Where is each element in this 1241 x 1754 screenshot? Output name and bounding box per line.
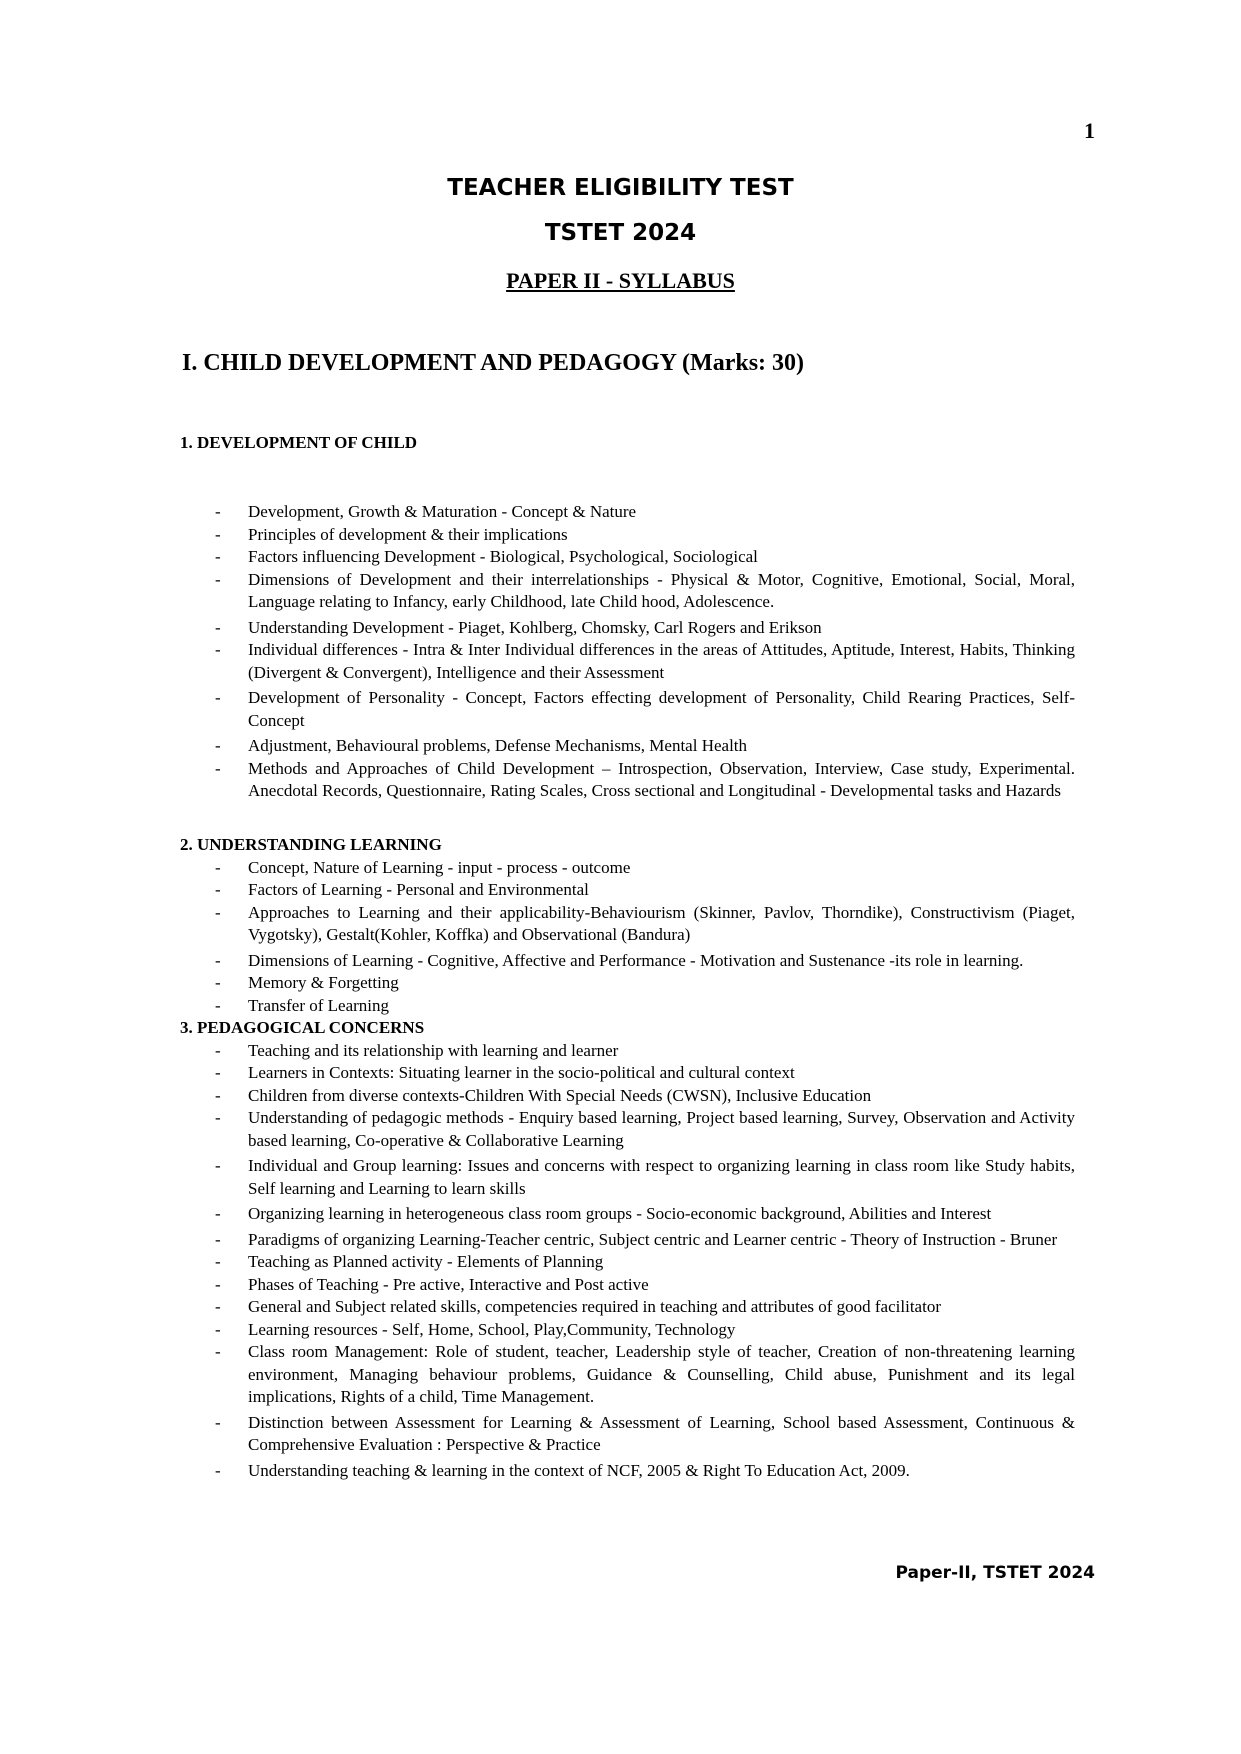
- list-item: - Individual and Group learning: Issues and concerns with respect to organizing learning in class room like Study habits, Self learning and Learning to learn skills: [215, 1156, 1075, 1198]
- dash-bullet: -: [215, 995, 221, 1015]
- section-1-list: [180, 501, 1075, 803]
- dash-bullet: -: [215, 950, 221, 970]
- dash-bullet: -: [215, 1319, 221, 1339]
- dash-bullet: -: [215, 902, 221, 922]
- dash-bullet: -: [215, 1412, 221, 1432]
- list-item: - General and Subject related skills, competencies required in teaching and attributes of good facilitator: [180, 1296, 1075, 1319]
- sections-2-3: [180, 834, 1075, 1482]
- dash-bullet: -: [215, 502, 221, 521]
- dash-bullet: -: [215, 1229, 221, 1249]
- dash-bullet: -: [215, 1156, 221, 1175]
- section-heading: 3. PEDAGOGICAL CONCERNS: [180, 1018, 425, 1037]
- exam-name: TSTET 2024: [544, 220, 697, 246]
- list-item: - Learners in Contexts: Situating learner in the socio-political and cultural context: [180, 1062, 1075, 1085]
- dash-bullet: -: [215, 617, 221, 637]
- section-1: [180, 432, 1075, 455]
- document-title: TEACHER ELIGIBILITY TEST: [447, 175, 794, 201]
- dash-bullet: -: [215, 1040, 221, 1060]
- dash-bullet: -: [215, 973, 221, 992]
- list-item: - Phases of Teaching - Pre active, Interactive and Post active: [180, 1274, 1075, 1297]
- list-item: - Understanding Development - Piaget, Kohlberg, Chomsky, Carl Rogers and Erikson: [180, 617, 1075, 640]
- list-item: - Factors of Learning - Personal and Environmental: [180, 879, 1075, 902]
- dash-bullet: -: [215, 547, 221, 566]
- dash-bullet: -: [215, 569, 221, 589]
- list-item: - Concept, Nature of Learning - input - process - outcome: [180, 857, 1075, 880]
- dash-bullet: -: [215, 758, 221, 778]
- list-item: - Adjustment, Behavioural problems, Defense Mechanisms, Mental Health: [180, 735, 1075, 758]
- dash-bullet: -: [215, 1063, 221, 1082]
- item-list: [180, 1040, 1075, 1483]
- list-item: - Children from diverse contexts-Children With Special Needs (CWSN), Inclusive Education: [180, 1085, 1075, 1108]
- list-item: - Approaches to Learning and their applicability-Behaviourism (Skinner, Pavlov, Thorndike), Constructivism (Piaget, Vygotsky), Gestalt(Kohler, Koffka) and Observational (Bandura): [215, 902, 1075, 944]
- list-item: - Understanding teaching & learning in the context of NCF, 2005 & Right To Education Act, 2009.: [180, 1460, 1075, 1483]
- dash-bullet: -: [215, 736, 221, 755]
- list-item: - Development, Growth & Maturation - Concept & Nature: [180, 501, 1075, 524]
- dash-bullet: -: [215, 1297, 221, 1316]
- dash-bullet: -: [215, 1274, 221, 1294]
- list-item: - Teaching and its relationship with learning and learner: [180, 1040, 1075, 1063]
- dash-bullet: -: [215, 1108, 221, 1127]
- list-item: - Learning resources - Self, Home, School, Play,Community, Technology: [180, 1319, 1075, 1342]
- list-item: - Methods and Approaches of Child Development – Introspection, Observation, Interview, Case study, Experimental. Anecdotal Records, Questionnaire, Rating Scales, Cross sectional and Longitudinal - Developmental tasks and Hazards: [215, 758, 1075, 800]
- dash-bullet: -: [215, 1085, 221, 1105]
- item-list: [180, 501, 1075, 803]
- dash-bullet: -: [215, 1342, 221, 1361]
- dash-bullet: -: [215, 1252, 221, 1271]
- list-item: - Transfer of Learning: [180, 995, 1075, 1018]
- list-item: - Development of Personality - Concept, Factors effecting development of Personality, Child Rearing Practices, Self-Concept: [215, 688, 1075, 730]
- list-item: - Organizing learning in heterogeneous class room groups - Socio-economic background, Abilities and Interest: [180, 1203, 1075, 1226]
- dash-bullet: -: [215, 640, 221, 659]
- dash-bullet: -: [215, 524, 221, 544]
- list-item: - Paradigms of organizing Learning-Teacher centric, Subject centric and Learner centric - Theory of Instruction - Bruner: [180, 1229, 1075, 1252]
- page-number: 1: [1084, 118, 1095, 143]
- list-item: - Principles of development & their implications: [180, 524, 1075, 547]
- paper-syllabus-heading: PAPER II - SYLLABUS: [506, 268, 735, 293]
- list-item: - Dimensions of Development and their interrelationships - Physical & Motor, Cognitive, Emotional, Social, Moral, Language relating to Infancy, early Childhood, late Child hood, Adolescence.: [215, 569, 1075, 611]
- list-item: - Individual differences - Intra & Inter Individual differences in the areas of Attitudes, Aptitude, Interest, Habits, Thinking (Divergent & Convergent), Intelligence and their Assessment: [215, 640, 1075, 682]
- item-list: [180, 857, 1075, 1018]
- list-item: - Class room Management: Role of student, teacher, Leadership style of teacher, Creation of non-threatening learning environment, Managing behaviour problems, Guidance & Counselling, Child abuse, Punishment and its legal implications, Rights of a child, Time Management.: [215, 1342, 1075, 1406]
- list-item: - Teaching as Planned activity - Elements of Planning: [180, 1251, 1075, 1274]
- list-item: - Factors influencing Development - Biological, Psychological, Sociological: [180, 546, 1075, 569]
- part-heading: I. CHILD DEVELOPMENT AND PEDAGOGY (Marks: 30): [182, 350, 805, 376]
- dash-bullet: -: [215, 688, 221, 707]
- list-item: - Distinction between Assessment for Learning & Assessment of Learning, School based Assessment, Continuous & Comprehensive Evaluation : Perspective & Practice: [215, 1412, 1075, 1454]
- dash-bullet: -: [215, 1460, 221, 1480]
- list-item: - Understanding of pedagogic methods - Enquiry based learning, Project based learning, Survey, Observation and Activity based learning, Co-operative & Collaborative Learning: [215, 1108, 1075, 1150]
- section-heading: 2. UNDERSTANDING LEARNING: [180, 835, 442, 854]
- list-item: - Memory & Forgetting: [180, 972, 1075, 995]
- section-heading: 1. DEVELOPMENT OF CHILD: [180, 433, 418, 452]
- list-item: - Dimensions of Learning - Cognitive, Affective and Performance - Motivation and Sustenance -its role in learning.: [180, 950, 1075, 973]
- dash-bullet: -: [215, 880, 221, 899]
- page-footer: Paper-II, TSTET 2024: [895, 1563, 1095, 1583]
- dash-bullet: -: [215, 857, 221, 877]
- dash-bullet: -: [215, 1204, 221, 1223]
